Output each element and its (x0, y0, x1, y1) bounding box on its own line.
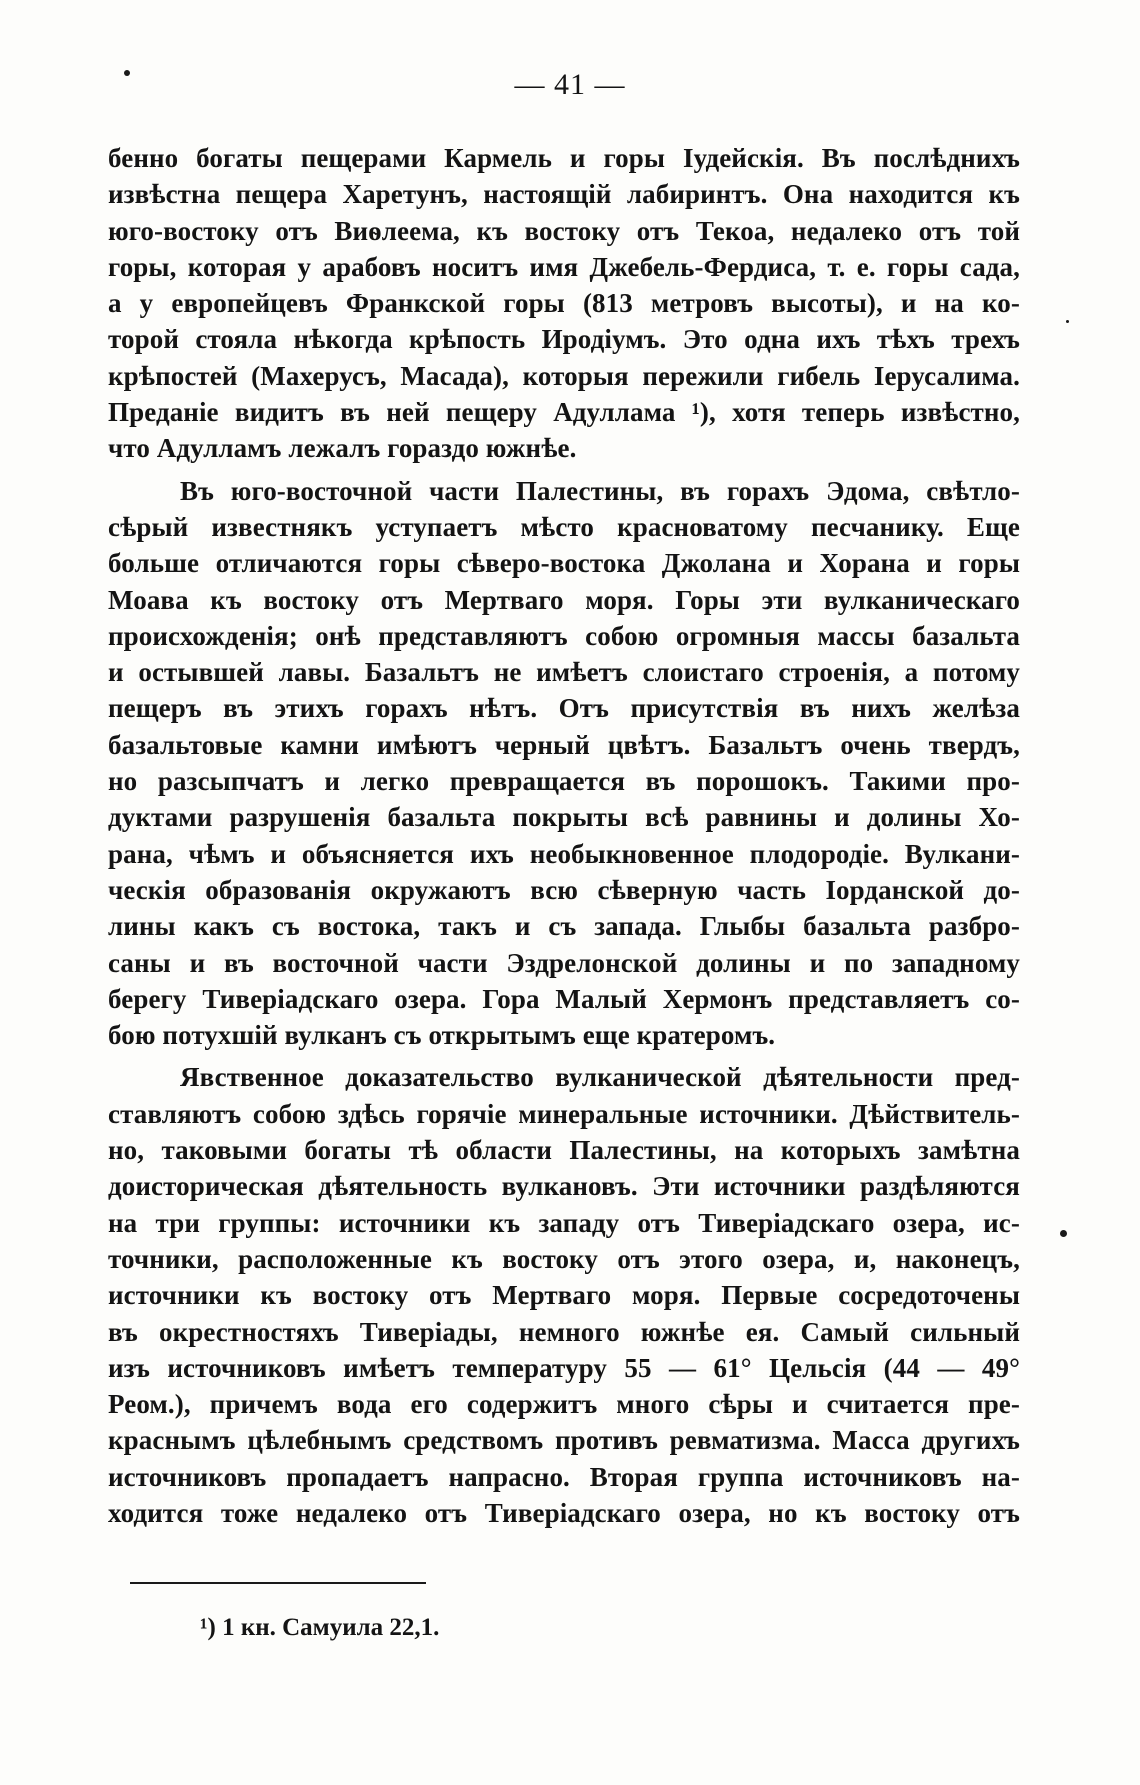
text-line: больше отличаются горы сѣверо-востока Джолана и Хорана и горы (108, 548, 1020, 579)
text-line: на три группы: источники къ западу отъ Тиверіадскаго озера, ис- (108, 1207, 1020, 1238)
text-line: источниковъ пропадаетъ напрасно. Вторая группа источниковъ на- (108, 1461, 1020, 1492)
text-line: а у европейцевъ Франкской горы (813 метровъ высоты), и на ко- (108, 288, 1020, 319)
paragraph (108, 473, 1020, 1054)
text-line: происхожденія; онѣ представляютъ собою огромныя массы базальта (108, 620, 1020, 651)
text-line: Моава къ востоку отъ Мертваго моря. Горы эти вулканическаго (108, 584, 1020, 615)
text-line: краснымъ цѣлебнымъ средствомъ противъ ревматизма. Масса другихъ (108, 1425, 1020, 1456)
paragraph (108, 1059, 1020, 1531)
text-line: ческія образованія окружаютъ всю сѣверную часть Іорданской до- (108, 874, 1020, 905)
text-line: что Адулламъ лежалъ гораздо южнѣе. (108, 433, 577, 464)
text-line: рана, чѣмъ и объясняется ихъ необыкновенное плодородіе. Вулкани- (108, 838, 1020, 869)
text-line: Явственное доказательство вулканической дѣятельности пред- (180, 1062, 1020, 1093)
text-line: бенно богаты пещерами Кармель и горы Іудейскія. Въ послѣднихъ (108, 143, 1020, 173)
text-line: точники, расположенные къ востоку отъ этого озера, и, наконецъ, (108, 1243, 1020, 1274)
text-line: источники къ востоку отъ Мертваго моря. Первые сосредоточены (108, 1280, 1020, 1311)
text-line: и остывшей лавы. Базальтъ не имѣетъ слоистаго строенія, а потому (108, 657, 1020, 688)
text-line: крѣпостей (Махерусъ, Масада), которыя пережили гибель Іерусалима. (108, 360, 1020, 391)
text-line: Въ юго-восточной части Палестины, въ горахъ Эдома, свѣтло- (180, 475, 1020, 506)
text-line: пещеръ въ этихъ горахъ нѣтъ. Отъ присутствія въ нихъ желѣза (108, 693, 1020, 724)
text-line: ходится тоже недалеко отъ Тиверіадскаго озера, но къ востоку отъ (108, 1497, 1020, 1528)
text-line: доисторическая дѣятельность вулкановъ. Эти источники раздѣляются (108, 1171, 1020, 1202)
text-line: горы, которая у арабовъ носитъ имя Джебель-Фердиса, т. е. горы сада, (108, 251, 1020, 282)
text-line: берегу Тиверіадскаго озера. Гора Малый Хермонъ представляетъ со- (108, 983, 1020, 1014)
text-line: но, таковыми богаты тѣ области Палестины, на которыхъ замѣтна (108, 1135, 1020, 1166)
text-line: Реом.), причемъ вода его содержитъ много сѣры и считается пре- (108, 1389, 1020, 1420)
text-line: сѣрый известнякъ уступаетъ мѣсто красноватому песчанику. Еще (108, 511, 1020, 542)
text-line: ставляютъ собою здѣсь горячіе минеральные источники. Дѣйствитель- (108, 1098, 1020, 1129)
text-line: дуктами разрушенія базальта покрыты всѣ равнины и долины Хо- (108, 802, 1020, 833)
text-line: лины какъ съ востока, такъ и съ запада. Глыбы базальта разбро- (108, 911, 1020, 942)
text-line: изъ источниковъ имѣетъ температуру 55 — 61° Цельсія (44 — 49° (108, 1352, 1020, 1383)
footnote-separator (130, 1582, 426, 1584)
text-line: базальтовые камни имѣютъ черный цвѣтъ. Базальтъ очень твердъ, (108, 729, 1020, 760)
text-line: юго-востоку отъ Виѳлеема, къ востоку отъ Текоа, недалеко отъ той (108, 215, 1020, 246)
paragraph (108, 140, 1020, 467)
ink-speck (1066, 320, 1069, 323)
text-line: Преданіе видитъ въ ней пещеру Адуллама ¹), хотя теперь извѣстно, (108, 397, 1020, 428)
text-line: но разсыпчатъ и легко превращается въ порошокъ. Такими про- (108, 766, 1020, 797)
text-line: бою потухшій вулканъ съ открытымъ еще кратеромъ. (108, 1020, 776, 1051)
text-line: торой стояла нѣкогда крѣпость Иродіумъ. Это одна ихъ тѣхъ трехъ (108, 324, 1020, 355)
text-line: извѣстна пещера Харетунъ, настоящій лабиринтъ. Она находится къ (108, 179, 1020, 210)
page-number: — 41 — (514, 68, 626, 101)
text-line: саны и въ восточной части Эздрелонской долины и по западному (108, 947, 1020, 978)
footnote: ¹) 1 кн. Самуила 22,1. (200, 1614, 440, 1641)
body-text (108, 140, 1020, 1537)
ink-speck (1060, 1230, 1067, 1237)
text-line: въ окрестностяхъ Тиверіады, немного южнѣе ея. Самый сильный (108, 1316, 1020, 1347)
